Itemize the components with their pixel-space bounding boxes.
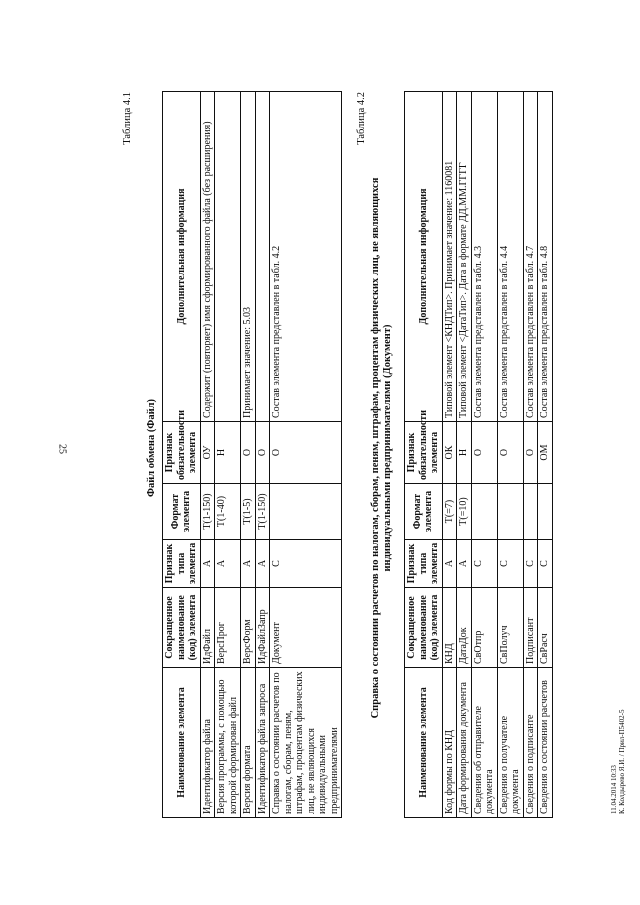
table-cell: С [523, 540, 538, 588]
table-cell: О [270, 422, 342, 484]
table-cell: Н [215, 422, 241, 484]
table-cell: О [255, 422, 270, 484]
table-row [255, 92, 270, 818]
table-cell: С [471, 540, 497, 588]
table-cell: Состав элемента представлен в табл. 4.3 [471, 92, 497, 422]
table-cell: Сведения об отправителе документа [471, 668, 497, 818]
table-row [270, 92, 342, 818]
table-cell: T(=7) [442, 484, 457, 540]
table-cell: Версия формата [241, 668, 256, 818]
column-header: Признак обязательности элемента [405, 422, 443, 484]
table-4-2-caption: Справка о состоянии расчетов по налогам, сборам, пеням, штрафам, процентам физических лиц, не являющихся индивидуальными предпринимателями (Документ) [370, 177, 394, 719]
column-header: Сокращенное наименование (код) элемента [163, 588, 201, 668]
table-cell [538, 484, 553, 540]
table-cell: Сведения о подписанте [523, 668, 538, 818]
table-cell: ИдФайлЗапр [255, 588, 270, 668]
column-header: Формат элемента [163, 484, 201, 540]
table-cell: Идентификатор файла [200, 668, 215, 818]
column-header: Сокращенное наименование (код) элемента [405, 588, 443, 668]
footer-line: К. Колдырево Я.И. / Прил-П5402-5 [618, 709, 627, 814]
column-header: Дополнительная информация [405, 92, 443, 422]
table-cell: Состав элемента представлен в табл. 4.2 [270, 92, 342, 422]
table-cell: ОК [442, 422, 457, 484]
table-cell: Типовой элемент <КНДТип>. Принимает значение: 1160081 [442, 92, 457, 422]
column-header: Признак типа элемента [405, 540, 443, 588]
table-cell: Содержит (повторяет) имя сформированного файла (без расширения) [200, 92, 215, 422]
table-cell: T(1-150) [200, 484, 215, 540]
table-cell: С [270, 540, 342, 588]
table-cell: Дата формирования документа [457, 668, 472, 818]
table-cell: ВерсПрог [215, 588, 241, 668]
table-cell [471, 484, 497, 540]
table-row [523, 92, 538, 818]
table-cell: Сведения о получателе документа [497, 668, 523, 818]
table-cell: T(=10) [457, 484, 472, 540]
table-cell: Справка о состоянии расчетов по налогам, сборам, пеням, штрафам, процентам физических лиц, не являющихся индивидуальными предпринимателями [270, 668, 342, 818]
table-cell: T(1-150) [255, 484, 270, 540]
table-cell: А [457, 540, 472, 588]
table-row [538, 92, 553, 818]
table-row [457, 92, 472, 818]
table-cell [523, 484, 538, 540]
table-cell: С [538, 540, 553, 588]
table-header-row [163, 92, 201, 818]
rotated-document [120, 78, 627, 818]
table-cell: А [442, 540, 457, 588]
table-cell: Подписант [523, 588, 538, 668]
column-header: Наименование элемента [163, 668, 201, 818]
column-header: Дополнительная информация [163, 92, 201, 422]
table-cell [497, 484, 523, 540]
table-row [471, 92, 497, 818]
table-cell: Состав элемента представлен в табл. 4.8 [538, 92, 553, 422]
table-cell [270, 484, 342, 540]
table-4-1-caption: Файл обмена (Файл) [146, 398, 157, 498]
table-cell: ИдФайл [200, 588, 215, 668]
table-row [241, 92, 256, 818]
table-cell: Состав элемента представлен в табл. 4.4 [497, 92, 523, 422]
table-4-1-label: Таблица 4.1 [122, 92, 133, 145]
table-cell: С [497, 540, 523, 588]
table-cell: Состав элемента представлен в табл. 4.7 [523, 92, 538, 422]
table-4-1 [162, 91, 342, 818]
table-cell: О [497, 422, 523, 484]
table-cell: Код формы по КНД [442, 668, 457, 818]
table-cell: T(1-40) [215, 484, 241, 540]
table-cell: КНД [442, 588, 457, 668]
footer-stamp [610, 710, 627, 814]
table-row [497, 92, 523, 818]
table-cell [255, 92, 270, 422]
table-cell: Принимает значение: 5.03 [241, 92, 256, 422]
table-row [215, 92, 241, 818]
table-cell: T(1-5) [241, 484, 256, 540]
table-cell: О [471, 422, 497, 484]
table-cell: ОМ [538, 422, 553, 484]
table-cell: А [200, 540, 215, 588]
table-cell: ДатаДок [457, 588, 472, 668]
table-cell: А [215, 540, 241, 588]
table-cell: СвОтпр [471, 588, 497, 668]
table-4-2-label: Таблица 4.2 [356, 92, 367, 145]
table-cell: СвПолуч [497, 588, 523, 668]
page-number: 25 [56, 444, 68, 454]
column-header: Наименование элемента [405, 668, 443, 818]
table-row [442, 92, 457, 818]
table-cell: ОУ [200, 422, 215, 484]
table-header-row [405, 92, 443, 818]
table-cell: О [241, 422, 256, 484]
table-cell: Версия программы, с помощью которой сформирован файл [215, 668, 241, 818]
table-cell: Н [457, 422, 472, 484]
footer-line: 11.04.2014 10:33 [610, 765, 618, 814]
table-cell: СвРасч [538, 588, 553, 668]
table-cell: Типовой элемент <ДатаТип>. Дата в формате ДД.ММ.ГГГГ [457, 92, 472, 422]
column-header: Признак типа элемента [163, 540, 201, 588]
table-4-2 [404, 91, 553, 818]
table-cell: А [241, 540, 256, 588]
table-cell: Сведения о состоянии расчетов [538, 668, 553, 818]
column-header: Признак обязательности элемента [163, 422, 201, 484]
table-cell: А [255, 540, 270, 588]
table-cell: ВерсФорм [241, 588, 256, 668]
table-cell: О [523, 422, 538, 484]
column-header: Формат элемента [405, 484, 443, 540]
table-cell [215, 92, 241, 422]
table-row [200, 92, 215, 818]
table-cell: Документ [270, 588, 342, 668]
table-cell: Идентификатор файла запроса [255, 668, 270, 818]
